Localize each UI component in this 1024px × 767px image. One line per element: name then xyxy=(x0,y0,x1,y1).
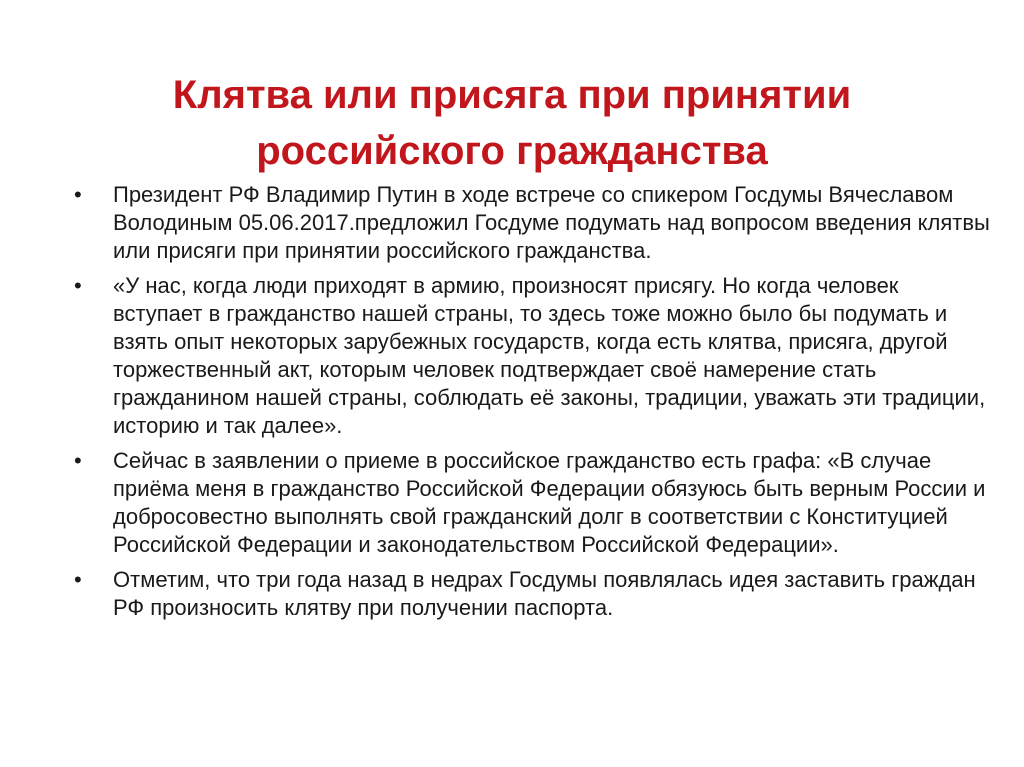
title-line-2: российского гражданства xyxy=(256,128,768,173)
bullet-text: Отметим, что три года назад в недрах Госдумы появлялась идея заставить граждан РФ произносить клятву при получении паспорта. xyxy=(113,567,976,620)
bullet-text: Президент РФ Владимир Путин в ходе встрече со спикером Госдумы Вячеславом Володиным 05.06.2017.предложил Госдуме подумать над вопросом введения клятвы или присяги при принятии российского гражданства. xyxy=(113,182,990,263)
title-line-1: Клятва или присяга при принятии xyxy=(172,72,852,117)
bullet-item-3 xyxy=(74,447,992,559)
bullet-icon: • xyxy=(74,182,82,207)
bullet-list xyxy=(74,181,992,629)
bullet-icon: • xyxy=(74,448,82,473)
bullet-item-1 xyxy=(74,181,992,265)
bullet-icon: • xyxy=(74,273,82,298)
bullet-item-2 xyxy=(74,272,992,440)
bullet-icon: • xyxy=(74,567,82,592)
bullet-item-4 xyxy=(74,566,992,622)
bullet-text: Сейчас в заявлении о приеме в российское гражданство есть графа: «В случае приёма меня в гражданство Российской Федерации обязуюсь быть верным России и добросовестно выполнять свой гражданский долг в соответствии с Конституцией Российской Федерации и законодательством Российской Федерации». xyxy=(113,448,986,557)
slide-title xyxy=(0,67,1024,179)
bullet-text: «У нас, когда люди приходят в армию, произносят присягу. Но когда человек вступает в гражданство нашей страны, то здесь тоже можно было бы подумать и взять опыт некоторых зарубежных государств, когда есть клятва, присяга, другой торжественный акт, которым человек подтверждает своё намерение стать гражданином нашей страны, соблюдать её законы, традиции, уважать эти традиции, историю и так далее». xyxy=(113,273,986,438)
